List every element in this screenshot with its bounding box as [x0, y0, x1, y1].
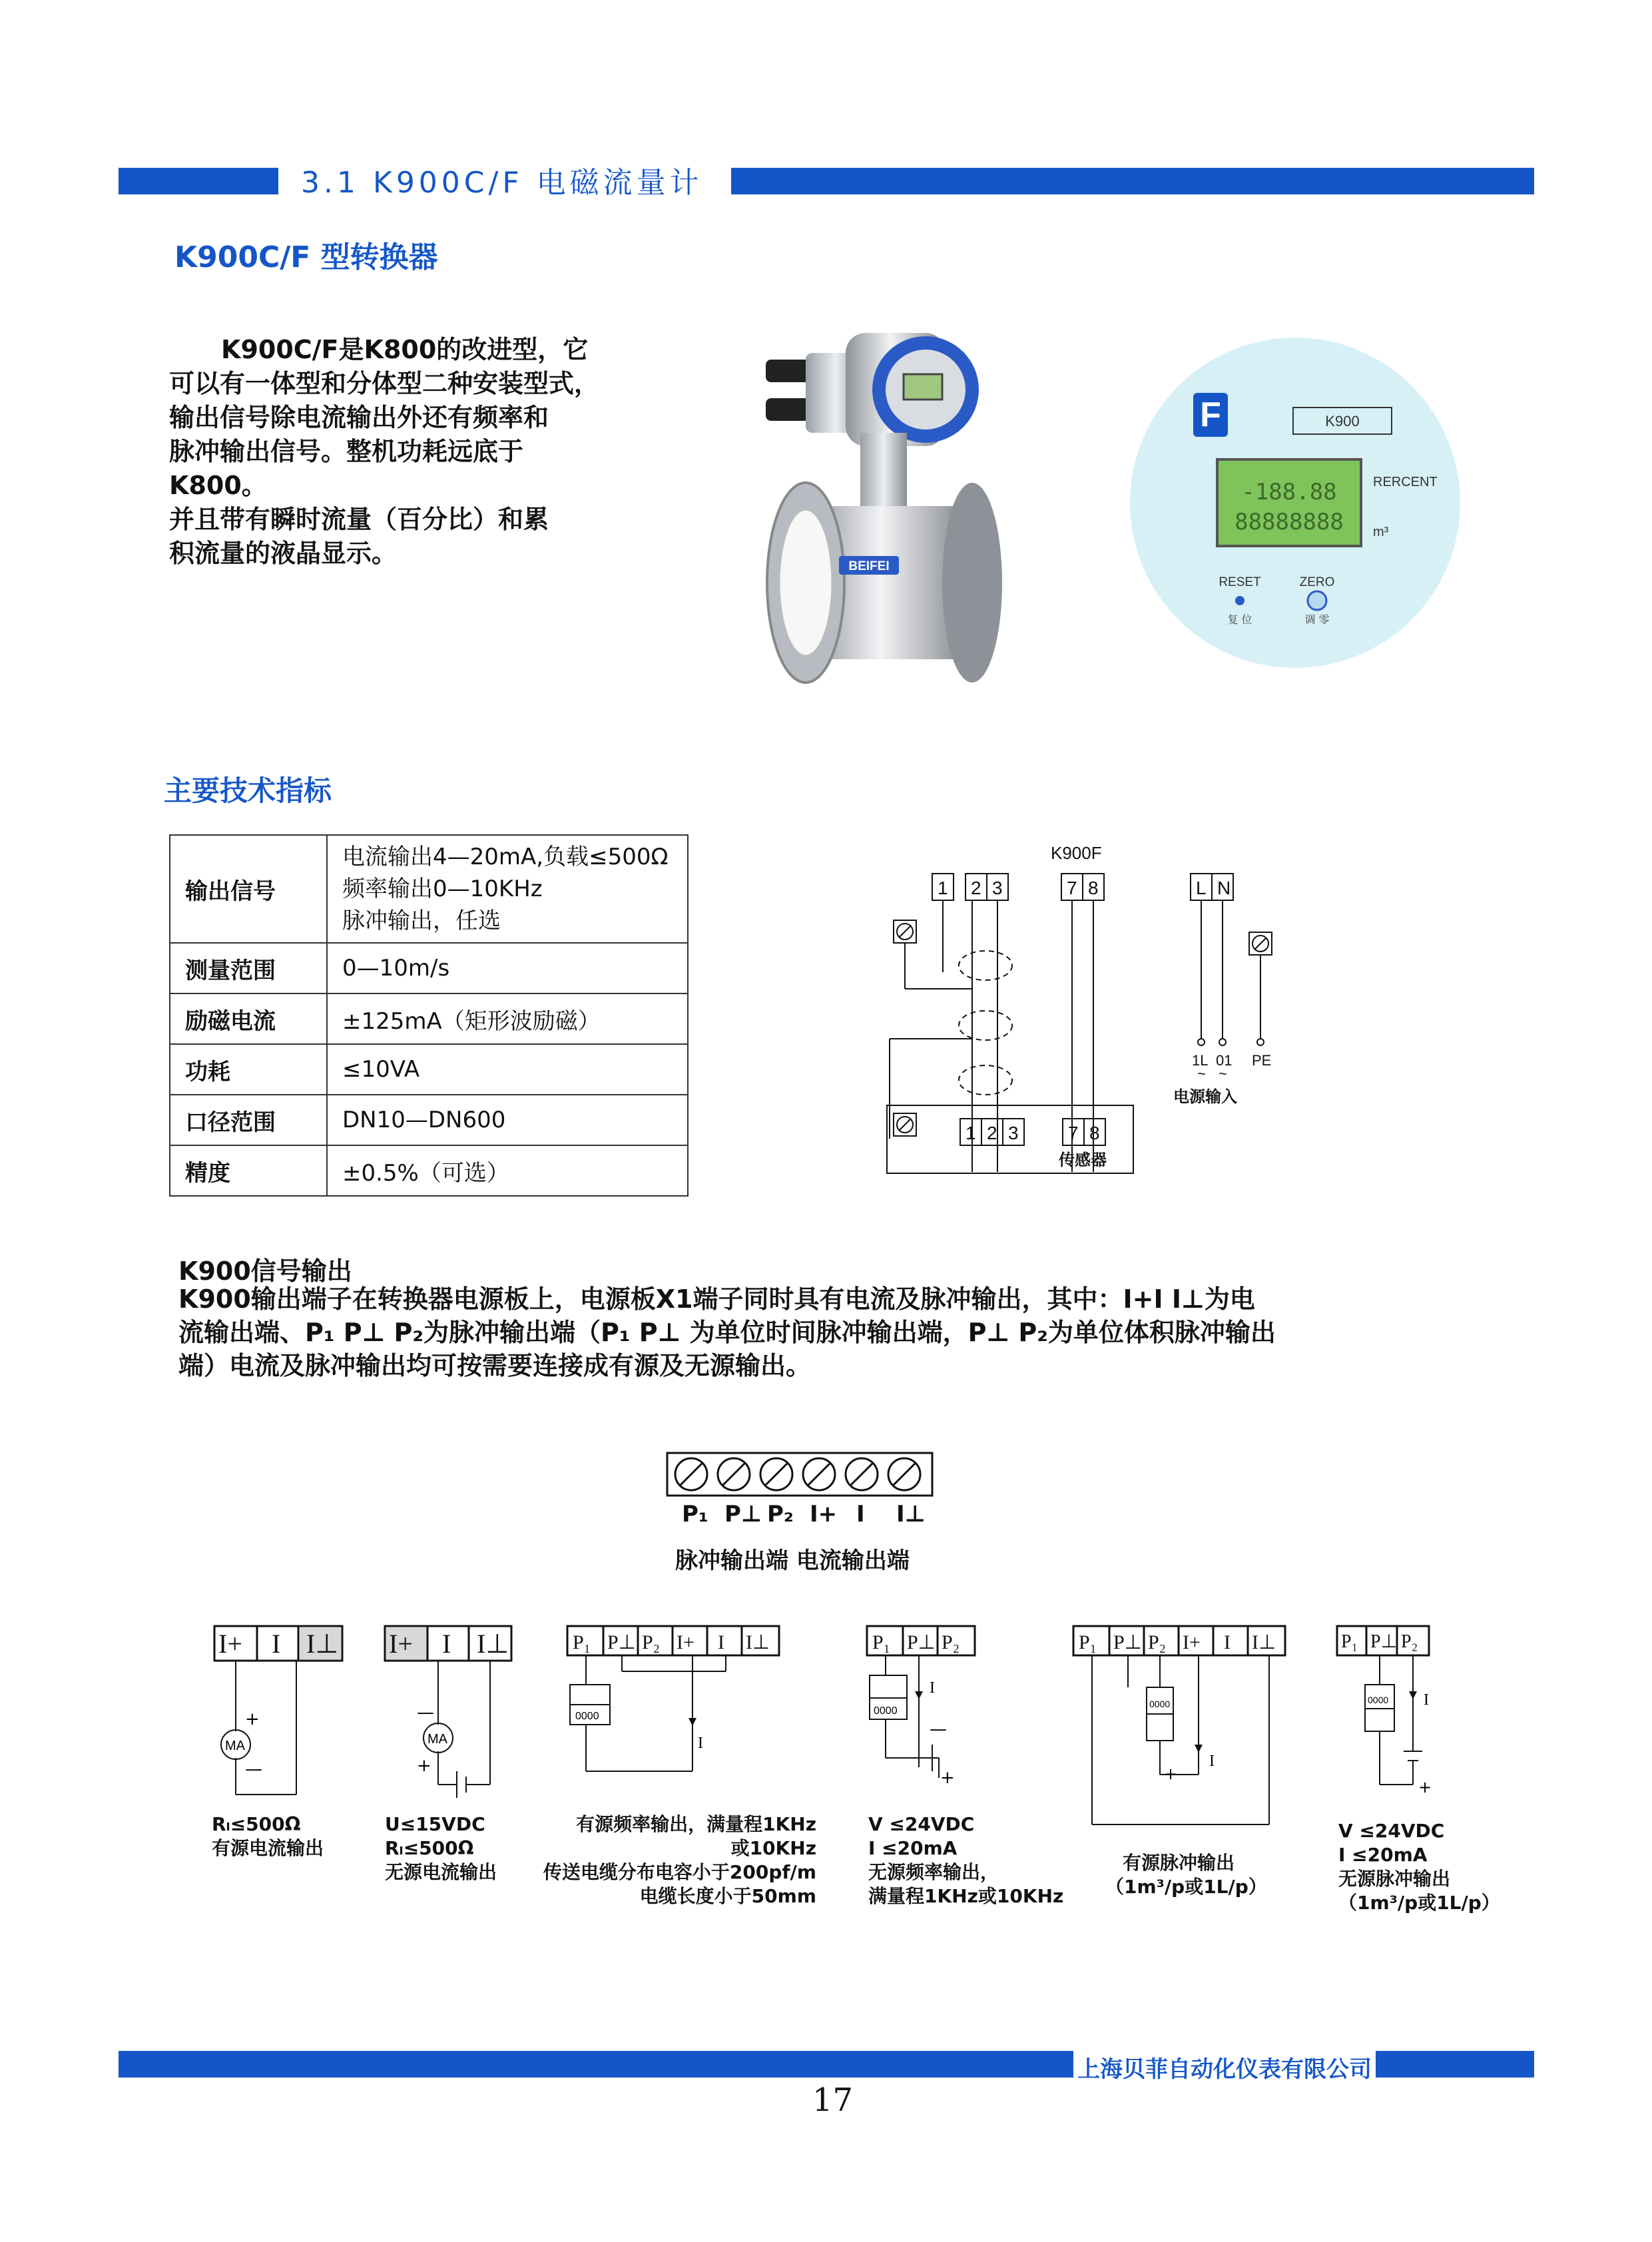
svg-text:RERCENT: RERCENT: [1373, 475, 1438, 489]
svg-text:+: +: [245, 1709, 260, 1729]
intro-line: 可以有一体型和分体型二种安装型式，: [169, 369, 600, 398]
svg-text:~: ~: [1197, 1065, 1206, 1082]
svg-text:+: +: [1418, 1778, 1432, 1797]
table-row: [170, 1145, 688, 1196]
svg-text:I⊥: I⊥: [1252, 1631, 1276, 1653]
converter-title: K900C/F 型转换器: [174, 240, 438, 274]
diagram-title: K900F: [1051, 843, 1102, 863]
svg-text:P₂: P₂: [642, 1631, 661, 1653]
intro-line: 积流量的液晶显示。: [169, 539, 398, 568]
svg-text:P₂: P₂: [942, 1631, 960, 1653]
signal-paragraph: [178, 1282, 1297, 1382]
signal-line: 流输出端、P₁ P⊥ P₂为脉冲输出端（P₁ P⊥ 为单位时间脉冲输出端，P⊥ P₂为单位体积脉冲输出: [178, 1318, 1276, 1347]
counter-display: 0000: [874, 1705, 898, 1717]
circuit-active-frequency: [566, 1625, 786, 1785]
spec-value: ±125mA（矩形波励磁）: [327, 993, 688, 1044]
svg-text:I: I: [442, 1629, 451, 1659]
svg-text:1: 1: [965, 1123, 976, 1143]
svg-text:I: I: [272, 1629, 281, 1659]
table-row: [170, 993, 688, 1044]
spec-value: 电流输出4—20mA,负载≤500Ω 频率输出0—10KHz 脉冲输出，任选: [327, 835, 688, 943]
circuit-active-pulse: [1072, 1625, 1292, 1838]
svg-text:3: 3: [992, 878, 1003, 898]
svg-text:RESET: RESET: [1219, 575, 1261, 589]
svg-text:I⊥: I⊥: [306, 1629, 339, 1659]
power-input-label: 电源输入: [1173, 1088, 1237, 1106]
svg-text:I: I: [1224, 1631, 1231, 1653]
svg-text:m³: m³: [1373, 525, 1389, 539]
circuit-caption: V ≤24VDC I ≤20mA 无源频率输出， 满量程1KHz或10KHz: [868, 1813, 1064, 1907]
header-bar-right: [731, 168, 1534, 194]
spec-value: 0—10m/s: [327, 943, 688, 993]
mini-lcd: [904, 374, 942, 400]
terminal-label: I⊥: [896, 1501, 926, 1528]
circuit-passive-frequency: [866, 1625, 999, 1791]
svg-text:I: I: [698, 1735, 703, 1752]
company-name: 上海贝菲自动化仪表有限公司: [1073, 2051, 1376, 2084]
spec-key: 精度: [170, 1145, 327, 1196]
svg-text:7: 7: [1068, 1123, 1079, 1143]
reset-button[interactable]: [1235, 596, 1244, 605]
svg-text:+: +: [417, 1756, 431, 1776]
svg-text:P⊥: P⊥: [607, 1631, 636, 1653]
svg-text:I: I: [1424, 1691, 1429, 1709]
svg-text:P₂: P₂: [1401, 1631, 1418, 1652]
svg-text:-188.88: -188.88: [1241, 479, 1337, 505]
svg-text:—: —: [245, 1759, 262, 1779]
svg-text:I+: I+: [677, 1631, 694, 1653]
spec-key: 测量范围: [170, 943, 327, 993]
ammeter-label: MA: [225, 1739, 245, 1753]
svg-text:复 位: 复 位: [1227, 613, 1252, 626]
circuit-caption: 有源频率输出，满量程1KHz 或10KHz 传送电缆分布电容小于200pf/m 电缆长度小于50mm: [543, 1813, 816, 1907]
page-number: 17: [812, 2082, 854, 2119]
spec-table: [169, 834, 688, 1197]
terminal-label: P₁: [682, 1501, 708, 1528]
svg-text:P₁: P₁: [573, 1631, 591, 1653]
spec-key: 功耗: [170, 1044, 327, 1095]
sensor-label: 传感器: [1059, 1151, 1107, 1169]
k900f-wiring-diagram: [879, 839, 1292, 1185]
svg-text:I: I: [1209, 1753, 1215, 1770]
svg-text:3: 3: [1008, 1123, 1019, 1143]
spec-value: DN10—DN600: [327, 1095, 688, 1145]
svg-text:2: 2: [971, 878, 981, 898]
counter-display: 0000: [575, 1711, 599, 1722]
svg-text:I: I: [930, 1679, 935, 1697]
svg-text:P₁: P₁: [1079, 1631, 1097, 1653]
intro-paragraph: [169, 333, 615, 571]
spec-heading: 主要技术指标: [164, 774, 332, 807]
svg-text:P₂: P₂: [1148, 1631, 1167, 1653]
svg-text:—: —: [417, 1703, 434, 1723]
section-title: 3.1 K900C/F 电磁流量计: [301, 166, 703, 200]
terminal-block: [666, 1452, 939, 1498]
svg-text:P₁: P₁: [1341, 1631, 1358, 1652]
svg-text:P₁: P₁: [872, 1631, 891, 1653]
svg-text:I+: I+: [389, 1629, 413, 1659]
svg-text:I+: I+: [1183, 1631, 1201, 1653]
flowmeter-photo: [746, 320, 1079, 699]
ammeter-label: MA: [427, 1732, 447, 1747]
signal-line: 端）电流及脉冲输出均可按需要连接成有源及无源输出。: [178, 1351, 812, 1380]
circuit-caption: Rₗ≤500Ω 有源电流输出: [212, 1813, 324, 1859]
terminal-label: P⊥: [724, 1501, 762, 1528]
table-row: [170, 1044, 688, 1095]
svg-text:+: +: [940, 1768, 955, 1788]
counter-display: 0000: [1149, 1699, 1171, 1709]
terminal-label: I+: [810, 1501, 838, 1528]
table-row: [170, 943, 688, 993]
intro-line: K900C/F是K800的改进型，它: [221, 335, 589, 364]
table-row: [170, 835, 688, 943]
zero-button[interactable]: [1308, 591, 1326, 610]
svg-text:I+: I+: [218, 1629, 242, 1659]
terminal-caption: 脉冲输出端 电流输出端: [675, 1547, 910, 1574]
svg-text:88888888: 88888888: [1235, 509, 1344, 535]
svg-text:~: ~: [1219, 1065, 1227, 1082]
spec-key: 励磁电流: [170, 993, 327, 1044]
intro-line: 脉冲输出信号。整机功耗远底于K800。: [169, 437, 524, 500]
svg-text:1: 1: [938, 878, 948, 898]
signal-heading: K900信号输出: [178, 1257, 352, 1286]
svg-text:+: +: [1164, 1765, 1178, 1783]
svg-text:I⊥: I⊥: [746, 1631, 770, 1653]
spec-key: 口径范围: [170, 1095, 327, 1145]
svg-text:01: 01: [1216, 1052, 1233, 1069]
svg-text:P⊥: P⊥: [907, 1631, 936, 1653]
svg-text:F: F: [1200, 396, 1221, 434]
svg-text:N: N: [1217, 878, 1231, 898]
svg-text:调 零: 调 零: [1304, 613, 1330, 626]
svg-text:8: 8: [1088, 878, 1099, 898]
circuit-passive-current: [384, 1625, 517, 1798]
svg-text:P⊥: P⊥: [1370, 1631, 1397, 1652]
terminal-label: I: [856, 1501, 865, 1528]
table-row: [170, 1095, 688, 1145]
header-bar-left: [119, 168, 278, 194]
signal-line: K900输出端子在转换器电源板上，电源板X1端子同时具有电流及脉冲输出，其中：I+I I⊥为电: [178, 1284, 1255, 1314]
circuit-caption: 有源脉冲输出 （1m³/p或1L/p）: [1105, 1852, 1267, 1898]
svg-text:8: 8: [1089, 1123, 1100, 1143]
spec-value: ≤10VA: [327, 1044, 688, 1095]
circuit-caption: U≤15VDC Rₗ≤500Ω 无源电流输出: [385, 1813, 497, 1883]
circuit-active-current: [213, 1625, 346, 1798]
svg-text:ZERO: ZERO: [1299, 575, 1335, 589]
intro-line: 输出信号除电流输出外还有频率和: [169, 403, 549, 432]
svg-text:I: I: [718, 1631, 724, 1653]
svg-text:1L: 1L: [1192, 1052, 1209, 1069]
spec-key: 输出信号: [170, 835, 327, 943]
svg-text:L: L: [1196, 878, 1207, 898]
svg-text:P⊥: P⊥: [1113, 1631, 1142, 1653]
counter-display: 0000: [1368, 1695, 1389, 1705]
circuit-caption: V ≤24VDC I ≤20mA 无源脉冲输出 （1m³/p或1L/p）: [1338, 1820, 1500, 1914]
svg-text:K900: K900: [1325, 413, 1360, 429]
circuit-passive-pulse: [1336, 1625, 1469, 1798]
svg-text:2: 2: [987, 1123, 997, 1143]
display-panel-photo: [1125, 333, 1465, 673]
svg-text:7: 7: [1067, 878, 1077, 898]
svg-text:I⊥: I⊥: [477, 1629, 509, 1659]
spec-value: ±0.5%（可选）: [327, 1145, 688, 1196]
brand-text: BEIFEI: [848, 559, 890, 573]
intro-line: 并且带有瞬时流量（百分比）和累: [169, 505, 549, 534]
svg-text:PE: PE: [1252, 1052, 1272, 1069]
terminal-label: P₂: [767, 1501, 794, 1528]
svg-text:—: —: [930, 1719, 947, 1739]
